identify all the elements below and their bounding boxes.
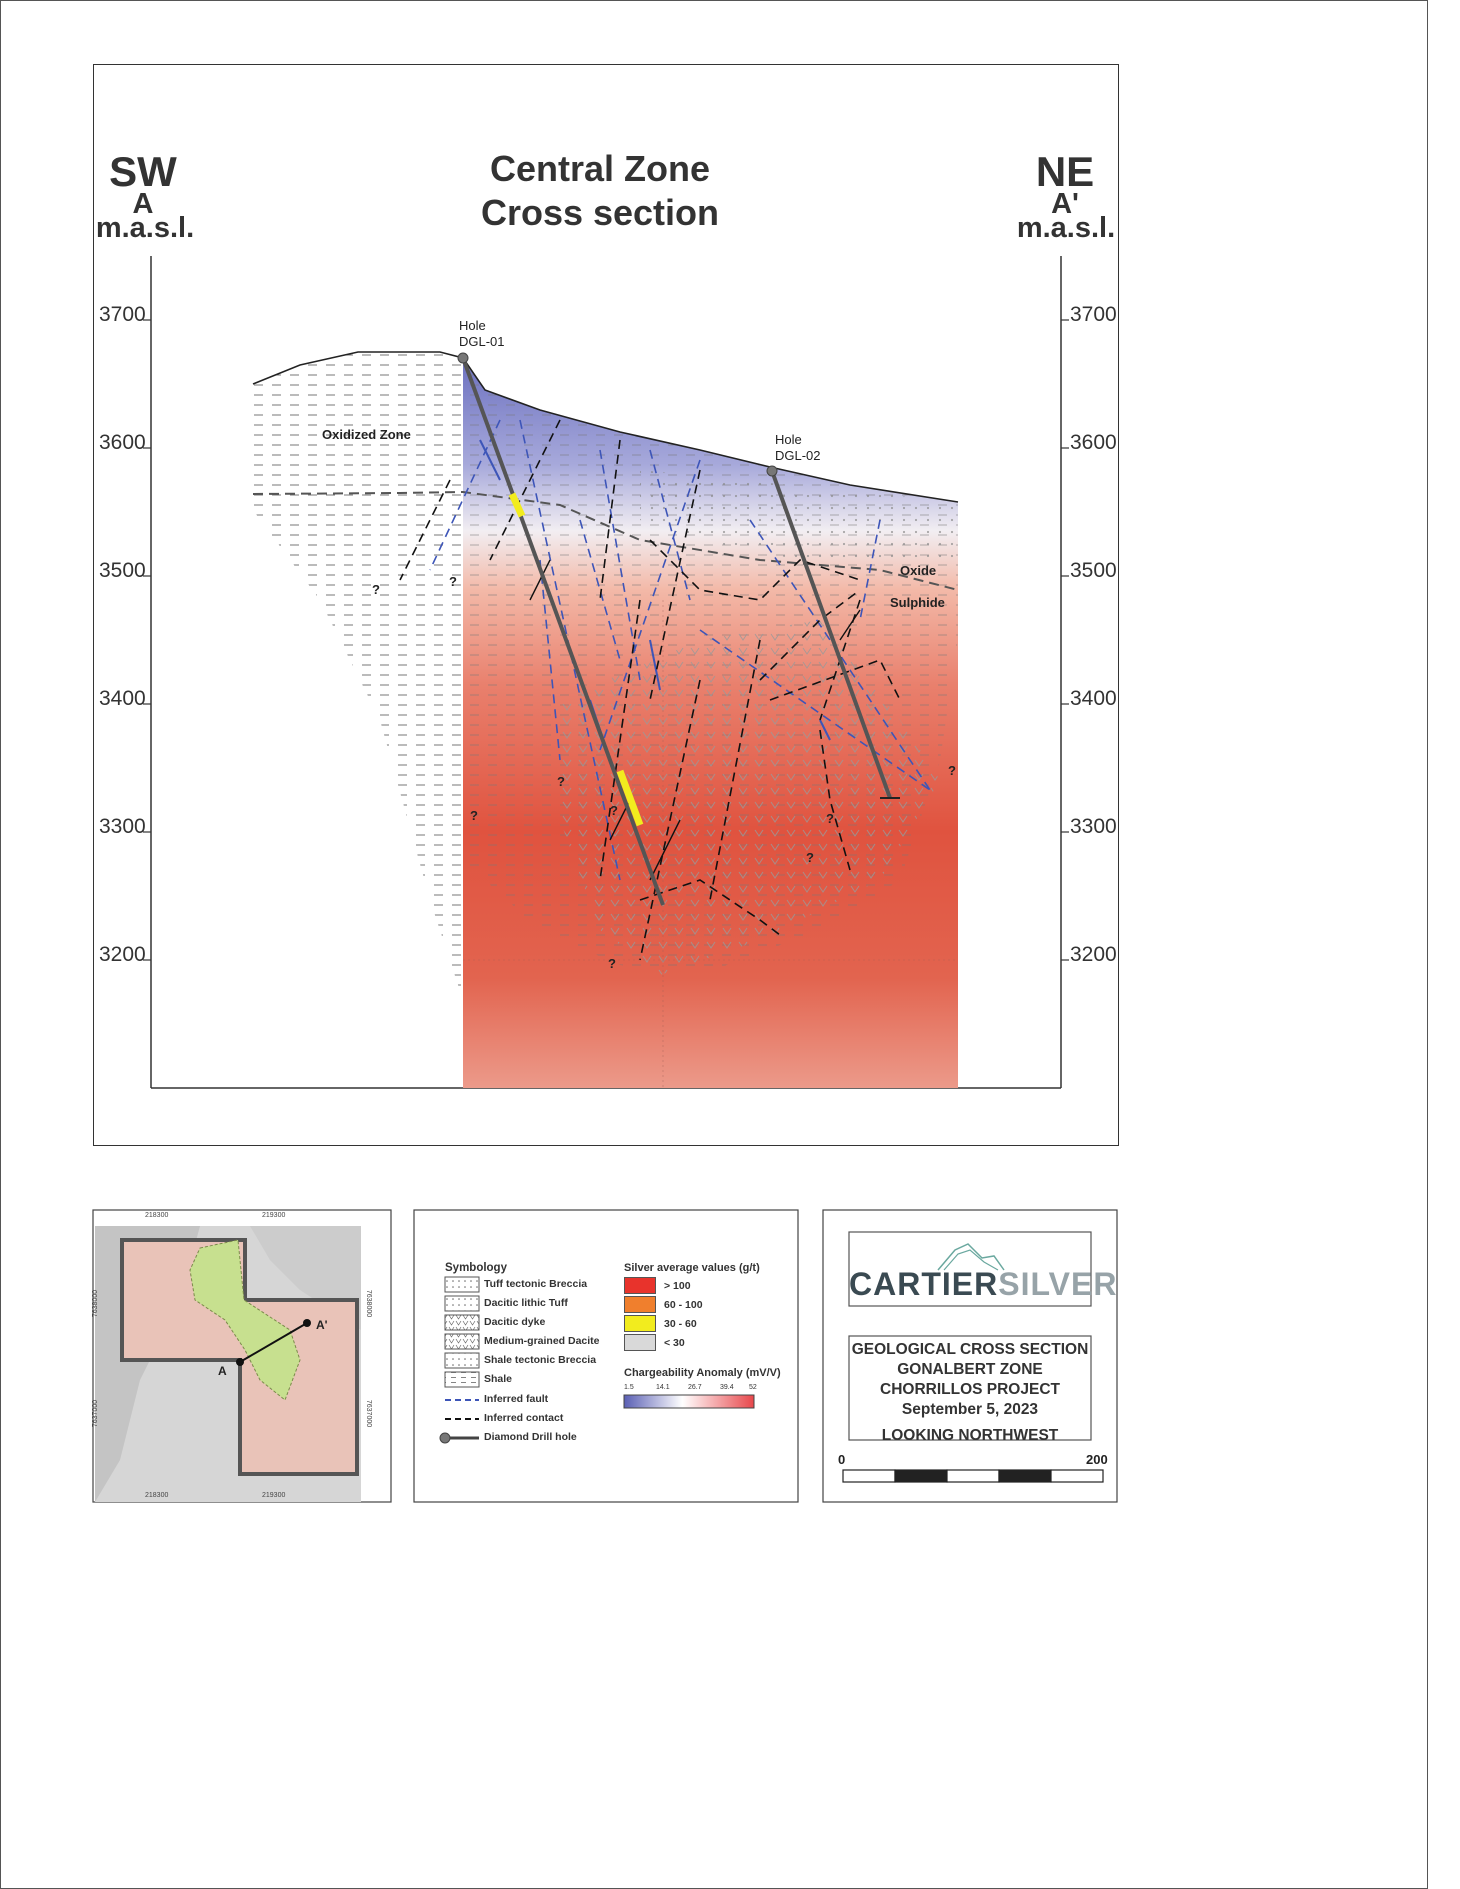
elev-left-3400: 3400 [99,687,146,710]
charge-color-bar [624,1395,754,1408]
silver-label: 60 - 100 [664,1298,703,1311]
swatch-dyke [445,1315,479,1330]
silver-label: 30 - 60 [664,1317,697,1330]
scale-end: 200 [1086,1452,1108,1467]
hole2-label: Hole DGL-02 [775,432,821,463]
question-mark: ? [826,811,834,826]
silver-swatch [624,1315,656,1332]
elev-right-3700: 3700 [1070,303,1117,326]
inset-y-tick-1: 7638000 [92,1289,100,1318]
legend-label-dyke: Dacitic dyke [484,1316,546,1328]
right-unit: m.a.s.l. [1016,212,1116,244]
legend-label-tuff-breccia: Tuff tectonic Breccia [484,1278,588,1290]
swatch-shale-breccia [445,1353,479,1368]
title-block-text [849,1340,1091,1446]
silver-swatch [624,1296,656,1313]
oxide-label: Oxide [900,563,937,578]
scale-start: 0 [838,1452,846,1467]
elev-left-3600: 3600 [99,431,146,454]
symbology-title: Symbology [445,1262,507,1274]
silver-item [624,1315,697,1332]
question-mark: ? [608,956,616,971]
silver-item [624,1296,703,1313]
swatch-shale [445,1372,479,1387]
section-title-line2: Cross section [480,192,720,233]
charge-tick: 14.1 [656,1384,670,1391]
silver-item [624,1277,691,1294]
elev-left-3700: 3700 [99,303,146,326]
question-mark: ? [470,808,478,823]
charge-tick: 1.5 [624,1384,634,1391]
collar-dgl02 [767,466,777,476]
hole1-label: Hole DGL-01 [459,318,505,349]
company-logo [849,1266,1118,1303]
question-mark: ? [557,774,565,789]
inset-y-tick-3: 7638000 [365,1289,373,1318]
company-name-accent: SILVER [998,1266,1118,1302]
charge-tick: 26.7 [688,1384,702,1391]
oxidized-zone-area [253,352,463,1000]
title-line2: GONALBERT ZONE [897,1361,1043,1378]
charge-tick: 39.4 [720,1384,734,1391]
inset-y-tick-4: 7637000 [365,1399,373,1428]
swatch-tuff-breccia [445,1277,479,1292]
elev-left-3500: 3500 [99,559,146,582]
charge-title: Chargeability Anomaly (mV/V) [624,1367,781,1379]
sulphide-label: Sulphide [890,595,945,610]
inset-x-tick-top-2: 219300 [262,1212,286,1219]
swatch-dacite [445,1334,479,1349]
company-name-main: CARTIER [849,1266,999,1302]
inset-x-tick-top-1: 218300 [145,1212,169,1219]
question-mark: ? [449,574,457,589]
legend-label-lithic-tuff: Dacitic lithic Tuff [484,1297,568,1309]
inset-point-a: A [218,1364,227,1378]
inset-y-tick-2: 7637000 [92,1399,100,1428]
charge-tick: 52 [749,1384,757,1391]
right-point: A' [1051,188,1079,220]
title-line5: LOOKING NORTHWEST [881,1427,1059,1444]
oxidized-zone-label: Oxidized Zone [322,427,411,442]
question-mark: ? [610,803,618,818]
legend-label-dacite: Medium-grained Dacite [484,1335,600,1347]
legend-label-fault: Inferred fault [484,1393,549,1405]
inset-x-tick-bottom-1: 218300 [145,1492,169,1499]
inset-point-a-prime: A' [316,1318,328,1332]
question-mark: ? [372,582,380,597]
right-direction: NE [1035,148,1095,195]
silver-label: > 100 [664,1279,691,1292]
silver-label: < 30 [664,1336,685,1349]
elev-left-3200: 3200 [99,943,146,966]
left-direction: SW [109,148,177,195]
elev-right-3500: 3500 [1070,559,1117,582]
legend-label-shale: Shale [484,1373,513,1385]
legend-label-drill: Diamond Drill hole [484,1431,577,1443]
elev-right-3400: 3400 [1070,687,1117,710]
inset-x-tick-bottom-2: 219300 [262,1492,286,1499]
silver-item [624,1334,685,1351]
collar-dgl01 [458,353,468,363]
elev-right-3200: 3200 [1070,943,1117,966]
left-unit: m.a.s.l. [95,212,195,244]
question-mark: ? [806,850,814,865]
swatch-lithic-tuff [445,1296,479,1311]
section-title-line1: Central Zone [489,148,711,189]
legend-label-shale-breccia: Shale tectonic Breccia [484,1354,597,1366]
silver-swatch [624,1277,656,1294]
silver-title: Silver average values (g/t) [624,1262,760,1274]
scale-bar [843,1470,1103,1482]
title-line1: GEOLOGICAL CROSS SECTION [851,1341,1089,1358]
title-line4: September 5, 2023 [901,1401,1039,1418]
legend-label-contact: Inferred contact [484,1412,564,1424]
silver-swatch [624,1334,656,1351]
left-point: A [132,188,154,220]
title-line3: CHORRILLOS PROJECT [880,1381,1060,1398]
elev-right-3600: 3600 [1070,431,1117,454]
elev-right-3300: 3300 [1070,815,1117,838]
question-mark: ? [948,763,956,778]
elev-left-3300: 3300 [99,815,146,838]
